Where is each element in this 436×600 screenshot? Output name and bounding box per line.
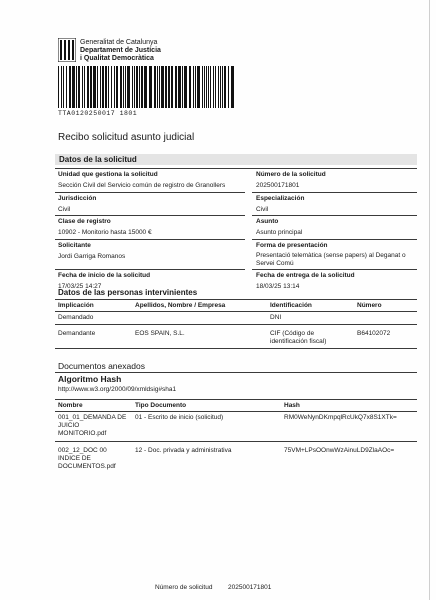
section-title-documentos: Documentos anexados [58, 361, 145, 371]
scan-edge-line [429, 0, 430, 600]
personas-col-identificacion: Identificación [270, 302, 312, 309]
forma-presentacion-value-1: Presentació telemàtica (sense papers) al Deganat o [256, 252, 406, 259]
page-title: Recibo solicitud asunto judicial [58, 132, 195, 143]
generalitat-logo-icon [58, 38, 76, 62]
divider [55, 311, 417, 312]
section-title-solicitud: Datos de la solicitud [59, 155, 137, 164]
divider [55, 372, 417, 373]
doc-hash: RM0WeNynDKmpqlRcUkQ7x8S1XTk= [284, 414, 397, 421]
fecha-inicio-label: Fecha de inicio de la solicitud [58, 272, 151, 279]
doc-nombre-line-2: JUICIO [58, 422, 80, 429]
jurisdiccion-label: Jurisdicción [58, 195, 97, 202]
hash-algorithm-title: Algoritmo Hash [58, 374, 122, 384]
docs-col-nombre: Nombre [58, 402, 83, 409]
divider [55, 411, 417, 412]
persona-identificacion: CIF (Código de [270, 330, 315, 337]
persona-identificacion: DNI [270, 314, 282, 321]
solicitante-label: Solicitante [58, 242, 91, 249]
doc-nombre-line-1: 002_12_DOC 00 [58, 447, 107, 454]
divider [55, 324, 417, 325]
divider [55, 269, 245, 270]
divider [252, 215, 417, 216]
unidad-label: Unidad que gestiona la solicitud [58, 171, 158, 178]
jurisdiccion-value: Civil [58, 206, 71, 213]
personas-col-nombre: Apellidos, Nombre / Empresa [135, 302, 226, 309]
especializacion-value: Civil [256, 206, 269, 213]
section-title-personas: Datos de las personas intervinientes [58, 288, 198, 297]
numero-solicitud-value: 202500171801 [256, 182, 300, 189]
fecha-inicio-value: 17/03/25 14:27 [58, 283, 102, 290]
persona-numero: B64102072 [357, 330, 391, 337]
personas-col-numero: Número [357, 302, 382, 309]
footer-numero-label: Número de solicitud [155, 584, 213, 591]
doc-hash: 75VM+LPsOOnwWzAinuLD9ZlaAOc= [284, 447, 395, 454]
especializacion-label: Especialización [256, 195, 305, 202]
numero-solicitud-label: Número de la solicitud [256, 171, 326, 178]
divider [55, 239, 245, 240]
persona-implicacion: Demandado [58, 314, 94, 321]
forma-presentacion-value-2: Servei Comú [256, 260, 294, 267]
org-line-2: Departament de Justícia [80, 47, 161, 54]
hash-algorithm-url: http://www.w3.org/2000/09/xmldsig#sha1 [58, 386, 177, 393]
doc-nombre-line-1: 001_01_DEMANDA DE [58, 414, 127, 421]
solicitante-value: Jordi Garriga Romanos [58, 253, 126, 260]
divider [55, 215, 245, 216]
divider [55, 399, 417, 400]
asunto-label: Asunto [256, 218, 279, 225]
divider [55, 192, 245, 193]
organization-name [80, 39, 161, 63]
forma-presentacion-label: Forma de presentación [256, 242, 328, 249]
unidad-value: Sección Civil del Servicio común de registro de Granollers [58, 182, 226, 189]
fecha-entrega-label: Fecha de entrega de la solicitud [256, 272, 355, 279]
asunto-value: Asunto principal [256, 229, 303, 236]
section-bar-solicitud [55, 154, 417, 165]
personas-col-implicacion: Implicación [58, 302, 94, 309]
doc-nombre-line-3: DOCUMENTOS.pdf [58, 463, 116, 470]
divider [252, 192, 417, 193]
persona-nombre: EOS SPAIN, S.L. [135, 330, 185, 337]
persona-implicacion: Demandante [58, 330, 96, 337]
org-line-3: i Qualitat Democràtica [80, 55, 154, 62]
divider [55, 168, 417, 169]
divider [252, 269, 417, 270]
barcode-image [58, 66, 234, 108]
fecha-entrega-value: 18/03/25 13:14 [256, 283, 300, 290]
docs-col-tipo: Tipo Documento [135, 402, 187, 409]
barcode-text: TTA0120250017 1801 [58, 110, 138, 117]
clase-registro-value: 10902 - Monitorio hasta 15000 € [58, 229, 152, 236]
divider [55, 299, 417, 300]
doc-nombre-line-3: MONITORIO.pdf [58, 430, 107, 437]
divider [252, 239, 417, 240]
doc-tipo: 12 - Doc. privada y administrativa [135, 447, 232, 454]
persona-identificacion-2: identificación fiscal) [270, 338, 327, 345]
footer-numero-value: 202500171801 [228, 584, 272, 591]
divider [55, 348, 417, 349]
clase-registro-label: Clase de registro [58, 218, 111, 225]
doc-nombre-line-2: INDICE DE [58, 455, 91, 462]
divider [55, 441, 417, 442]
doc-tipo: 01 - Escrito de inicio (solicitud) [135, 414, 224, 421]
docs-col-hash: Hash [284, 402, 300, 409]
org-line-1: Generalitat de Catalunya [80, 39, 158, 46]
